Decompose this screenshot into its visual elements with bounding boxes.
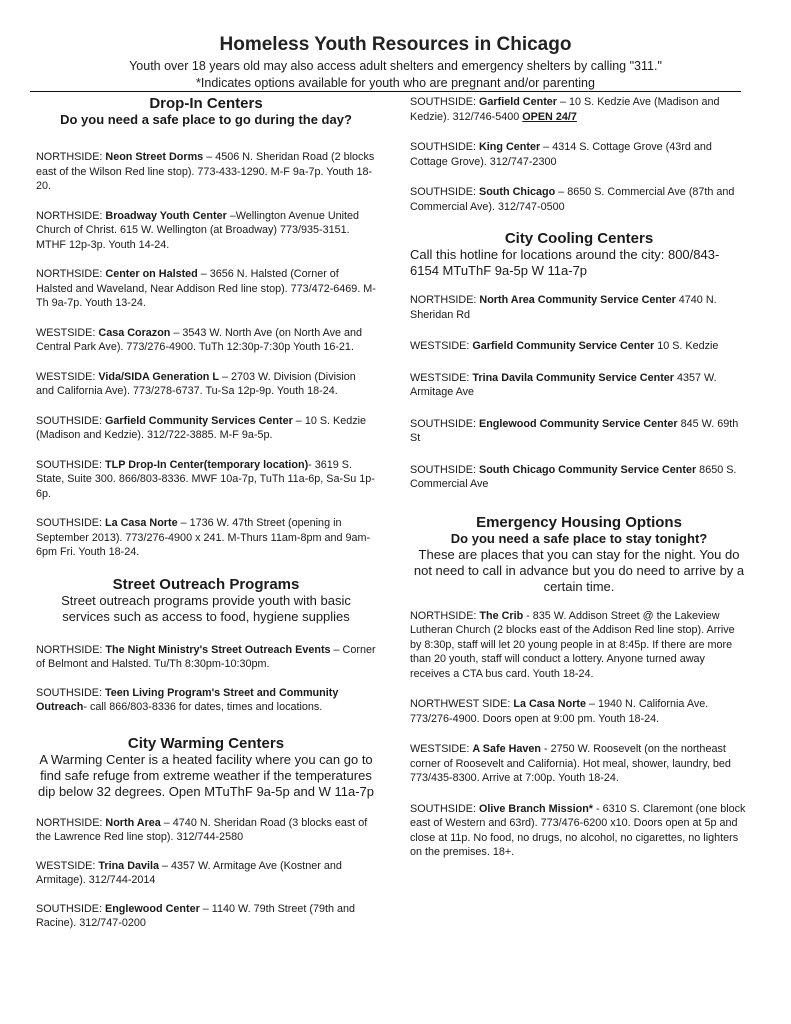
resource-area: NORTHSIDE: (36, 151, 106, 163)
resource-details: – Corner of Belmont and Halsted. Tu/Th 8:30pm-10:30pm. (36, 643, 376, 670)
section-title-housing: Emergency Housing Options (476, 513, 682, 531)
header-divider (30, 91, 741, 92)
resource-name: Neon Street Dorms (105, 151, 204, 163)
resource-name: Trina Davila Community Service Center (472, 371, 675, 384)
right-column (410, 95, 748, 860)
section-subtitle-drop-in: Do you need a safe place to go during the day? (60, 112, 352, 127)
outreach-list (36, 643, 376, 715)
resource-entry (36, 414, 376, 443)
resource-details: – 3543 W. North Ave (on North Ave and Central Park Ave). 773/276-4900. TuTh 12:30p-7:30p Youth 16-21. (36, 326, 363, 353)
resource-entry (36, 816, 376, 845)
resource-details: - 2750 W. Roosevelt (on the northeast corner of Roosevelt and California). Hot meal, shower, laundry, bed 773/435-8300. Arrive at 7:00p. Youth 18-24. (410, 743, 731, 784)
resource-area: SOUTHSIDE: (36, 686, 105, 699)
resource-area: SOUTHSIDE: (36, 414, 105, 427)
resource-area: SOUTHSIDE: (36, 902, 105, 915)
resource-area: SOUTHSIDE: (410, 96, 479, 108)
section-intro-outreach: Street outreach programs provide youth with basic services such as access to food, hygiene supplies (61, 592, 351, 624)
resource-entry (36, 686, 376, 715)
warming-list-continued (410, 95, 748, 214)
section-title-cooling: City Cooling Centers (504, 230, 654, 247)
open-24-7-badge: OPEN 24/7 (522, 110, 577, 123)
resource-entry (410, 463, 748, 492)
resource-area: SOUTHSIDE: (410, 802, 479, 815)
resource-name: Garfield Center (479, 96, 557, 108)
resource-area: NORTHSIDE: (410, 294, 480, 306)
resource-entry (410, 185, 748, 214)
resource-entry (410, 802, 748, 860)
resource-name: South Chicago Community Service Center (479, 463, 697, 476)
resource-details: – 3656 N. Halsted (Corner of Halsted and Waveland, Near Addison Red line stop). 773/472-6469. M-Th 9a-7p. Youth 13-24. (36, 268, 376, 309)
resource-entry (36, 902, 376, 931)
header-note: Youth over 18 years old may also access adult shelters and emergency shelters by calling "311." (129, 59, 662, 73)
resource-entry (36, 643, 376, 672)
resource-area: WESTSIDE: (410, 371, 473, 384)
resource-entry (36, 267, 376, 311)
resource-details: – 4357 W. Armitage Ave (Kostner and Armitage). 312/744-2014 (36, 859, 342, 886)
section-title-warming: City Warming Centers (127, 734, 285, 752)
resource-details: - 835 W. Addison Street @ the Lakeview Lutheran Church (2 blocks east of the Addison Red line stop). Arrive by 8:30p, staff will let 20 young people in at 8:45p. If there are more than 20 youth, staff will conduct a lottery. Anyone turned away receives a CTA bus card. Youth 18-24. (410, 609, 735, 680)
resource-details: – 1736 W. 47th Street (opening in September 2013). 773/276-4900 x 241. M-Thurs 11am-8pm and 9am-6pm Fri. Youth 18-24. (36, 517, 371, 558)
resource-area: WESTSIDE: (36, 370, 99, 383)
resource-details: 4357 W. Armitage Ave (410, 371, 717, 398)
resource-entry (410, 697, 748, 726)
resource-area: SOUTHSIDE: (410, 463, 479, 476)
warming-list (36, 816, 376, 931)
resource-details: 8650 S. Commercial Ave (410, 463, 737, 490)
page-header (0, 34, 791, 90)
resource-area: NORTHSIDE: (36, 268, 106, 280)
resource-area: WESTSIDE: (36, 326, 99, 339)
section-title-outreach: Street Outreach Programs (112, 575, 300, 593)
resource-entry (36, 859, 376, 888)
resource-name: The Crib (479, 609, 524, 622)
resource-entry (36, 209, 376, 253)
resource-entry (410, 609, 748, 682)
resource-details: - 3619 S. State, Suite 300. 866/803-8336. MWF 10a-7p, TuTh 11a-6p, Sa-Su 1p-6p. (36, 458, 375, 500)
cooling-list (410, 293, 748, 492)
resource-name: Englewood Community Service Center (479, 417, 678, 430)
resource-name: The Night Ministry's Street Outreach Events (105, 643, 331, 656)
resource-details: –Wellington Avenue United Church of Christ. 615 W. Wellington (at Broadway) 773/935-3151. MTHF 12p-3p. Youth 14-24. (36, 209, 360, 251)
resource-details: - 6310 S. Claremont (one block east of Western and 63rd). 773/476-6200 x10. Doors open at 5p and close at 11p. No food, no drugs, no alcohol, no cigarettes, no lighters on the premises. 18+. (410, 802, 746, 858)
resource-entry (36, 370, 376, 399)
resource-name: Broadway Youth Center (105, 209, 227, 222)
resource-area: WESTSIDE: (36, 859, 99, 872)
resource-entry (36, 516, 376, 560)
resource-area: NORTHSIDE: (36, 209, 106, 222)
section-intro-housing: These are places that you can stay for the night. You do not need to call in advance but you do need to arrive by a certain time. (413, 546, 745, 594)
resource-name: Garfield Community Services Center (105, 414, 293, 427)
resource-area: WESTSIDE: (410, 340, 473, 352)
resource-details: – 4314 S. Cottage Grove (43rd and Cottage Grove). 312/747-2300 (410, 141, 712, 168)
resource-area: NORTHSIDE: (36, 643, 106, 656)
resource-entry (410, 742, 748, 786)
resource-name: La Casa Norte (513, 698, 586, 710)
resource-area: NORTHWEST SIDE: (410, 698, 514, 710)
resource-name: A Safe Haven (472, 743, 541, 755)
resource-area: NORTHSIDE: (410, 609, 480, 622)
resource-details: – 8650 S. Commercial Ave (87th and Commercial Ave). 312/747-0500 (410, 186, 735, 213)
section-intro-warming: A Warming Center is a heated facility where you can go to find safe refuge from extreme weather if the temperatures dip below 32 degrees. Open MTuThF 9a-5p and W 11a-7p (37, 751, 375, 799)
resource-name: La Casa Norte (105, 517, 178, 529)
resource-details: – 4740 N. Sheridan Road (3 blocks east of the Lawrence Red line stop). 312/744-2580 (36, 816, 368, 843)
resource-area: NORTHSIDE: (36, 816, 106, 829)
section-title-drop-in: Drop-In Centers (149, 95, 263, 112)
resource-name: South Chicago (479, 186, 556, 198)
section-intro-cooling: Call this hotline for locations around the city: 800/843-6154 MTuThF 9a-5p W 11a-7p (410, 247, 720, 278)
resource-entry (410, 293, 748, 322)
resource-details: 10 S. Kedzie (654, 340, 719, 352)
resource-details: – 10 S. Kedzie (Madison and Kedzie). 312/722-3885. M-F 9a-5p. (36, 414, 367, 441)
drop-in-list (36, 150, 376, 560)
resource-name: North Area Community Service Center (479, 294, 676, 306)
resource-details: – 1140 W. 79th Street (79th and Racine). 312/747-0200 (36, 902, 356, 929)
resource-name: Center on Halsted (105, 268, 198, 280)
resource-name: Olive Branch Mission* (479, 802, 593, 815)
resource-details: 4740 N. Sheridan Rd (410, 294, 717, 321)
resource-details: 845 W. 69th St (410, 417, 739, 444)
resource-entry (36, 326, 376, 355)
resource-details: – 1940 N. California Ave. 773/276-4900. Doors open at 9:00 pm. Youth 18-24. (410, 698, 709, 725)
resource-details: – 2703 W. Division (Division and California Ave). 773/278-6737. Tu-Sa 12p-9p. Youth 18-24. (36, 370, 356, 397)
resource-details: – 10 S. Kedzie Ave (Madison and Kedzie). 312/746-5400 (410, 96, 720, 123)
resource-entry (410, 371, 748, 400)
resource-area: WESTSIDE: (410, 743, 473, 755)
resource-details: - call 866/803-8336 for dates, times and locations. (83, 701, 323, 713)
resource-name: Trina Davila (98, 859, 160, 872)
resource-area: SOUTHSIDE: (36, 458, 105, 471)
page-title: Homeless Youth Resources in Chicago (219, 34, 572, 55)
resource-entry (410, 339, 748, 354)
resource-area: SOUTHSIDE: (410, 417, 479, 430)
resource-entry (410, 140, 748, 169)
resource-name: TLP Drop-In Center(temporary location) (105, 458, 309, 471)
resource-details: – 4506 N. Sheridan Road (2 blocks east of the Wilson Red line stop). 773-433-1290. M-F 9a-7p. Youth 18-20. (36, 151, 375, 192)
resource-area: SOUTHSIDE: (410, 186, 479, 198)
resource-entry (410, 417, 748, 446)
housing-list (410, 609, 748, 860)
resource-area: SOUTHSIDE: (36, 517, 105, 529)
resource-name: Casa Corazon (98, 326, 171, 339)
resource-name: Garfield Community Service Center (472, 340, 655, 352)
resource-entry (36, 150, 376, 194)
resource-name: North Area (105, 816, 161, 829)
header-note-parenting: *Indicates options available for youth who are pregnant and/or parenting (196, 76, 595, 90)
left-column (36, 95, 376, 931)
resource-name: Vida/SIDA Generation L (98, 370, 219, 383)
resource-name: Englewood Center (105, 902, 200, 915)
section-subtitle-housing: Do you need a safe place to stay tonight? (450, 530, 708, 546)
resource-entry (410, 95, 748, 124)
resource-name: King Center (479, 141, 541, 153)
resource-area: SOUTHSIDE: (410, 141, 479, 153)
resource-entry (36, 458, 376, 502)
resource-name: Teen Living Program's Street and Community Outreach (36, 686, 339, 713)
